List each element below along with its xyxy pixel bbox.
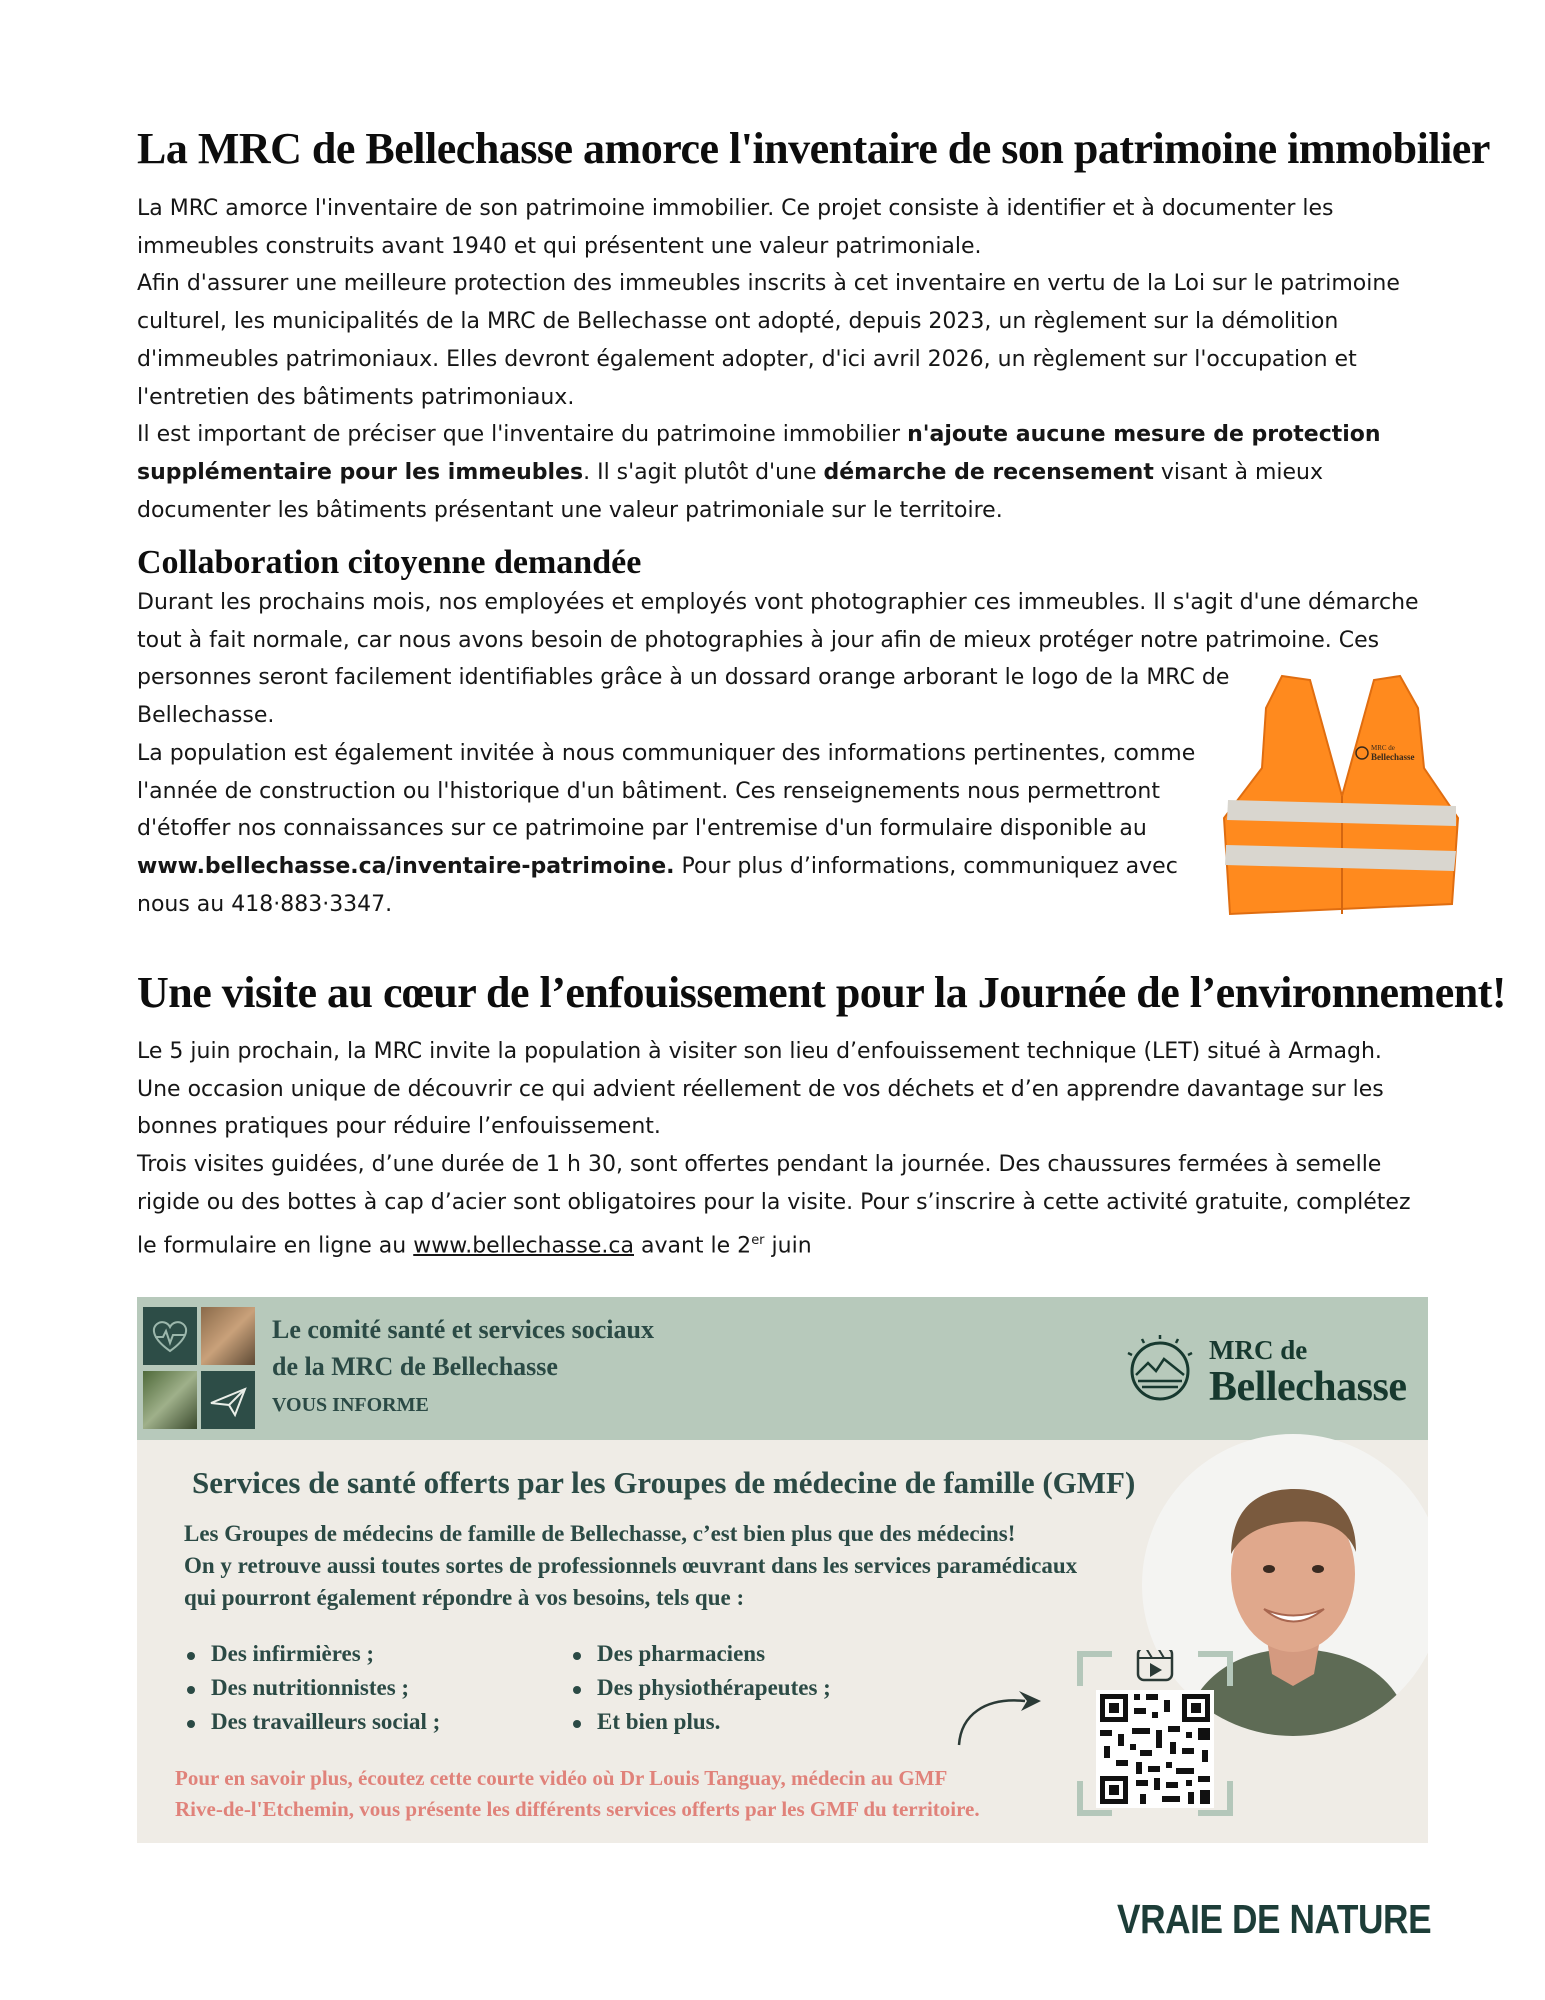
article-title: Une visite au cœur de l’enfouissement pour la Journée de l’environnement! [137, 968, 1507, 1017]
bullet-list-left [187, 1637, 440, 1739]
paragraph: Le 5 juin prochain, la MRC invite la population à visiter son lieu d’enfouissement technique (LET) situé à Armagh. Une occasion unique de découvrir ce qui advient réellement de vos déchets et d’en apprendre davantage sur les bonnes pratiques pour réduire l’enfouissement. [137, 1039, 1384, 1140]
list-item: Des physiothérapeutes ; [573, 1671, 831, 1705]
hikers-photo [143, 1371, 197, 1429]
list-item: Des travailleurs social ; [187, 1705, 440, 1739]
text-line: Rive-de-l'Etchemin, vous présente les différents services offerts par les GMF du territoire. [175, 1797, 980, 1821]
video-reel-icon [1138, 1650, 1172, 1680]
logo-big-text: Bellechasse [1209, 1364, 1407, 1410]
text-line: tout à fait normale, car nous avons besoin de photographies à jour afin de mieux protéger notre patrimoine. Ces [137, 627, 1380, 653]
committee-thumbnails [143, 1307, 257, 1430]
gmf-video-note [175, 1763, 980, 1825]
brand-footer: VRAIE DE NATURE [1117, 1896, 1432, 1942]
health-committee-banner [137, 1297, 1428, 1843]
list-item: Des pharmaciens [573, 1637, 831, 1671]
text-line: Durant les prochains mois, nos employées et employés vont photographier ces immeubles. Il s'agit d'une démarche [137, 590, 1419, 615]
text-line: La population est également invitée à nous communiquer des informations pertinentes, comme [137, 740, 1196, 766]
text-line: On y retrouve aussi toutes sortes de professionnels œuvrant dans les services paramédicaux [184, 1553, 1078, 1578]
curved-arrow-icon [955, 1675, 1051, 1747]
text-line: Les Groupes de médecins de famille de Bellechasse, c’est bien plus que des médecins! [184, 1521, 1016, 1546]
list-item: Des nutritionnistes ; [187, 1671, 440, 1705]
paragraph: Il est important de préciser que l'inventaire du patrimoine immobilier n'ajoute aucune mesure de protection supplémentaire pour les immeubles. Il s'agit plutôt d'une démarche de recensement visant à mieux documenter les bâtiments présentant une valeur patrimoniale sur le territoire. [137, 422, 1381, 523]
committee-title: Le comité santé et services sociaux [272, 1315, 654, 1344]
text-line: personnes seront facilement identifiables grâce à un dossard orange arborant le logo de la MRC de [137, 665, 1230, 691]
orange-vest-image [1222, 668, 1460, 918]
mrc-sun-logo-icon [1124, 1335, 1196, 1407]
vest-logo-big: Bellechasse [1371, 752, 1415, 762]
paper-plane-icon [201, 1371, 255, 1429]
article-body [137, 1033, 1412, 1265]
heart-pulse-icon [143, 1307, 197, 1365]
text-line: l'année de construction ou l'historique d'un bâtiment. Ces renseignements nous permettront [137, 778, 1160, 804]
text-line: d'étoffer nos connaissances sur ce patrimoine par l'entremise d'un formulaire disponible au [137, 816, 1147, 842]
paragraph: La MRC amorce l'inventaire de son patrimoine immobilier. Ce projet consiste à identifier et à documenter les immeubles construits avant 1940 et qui présentent une valeur patrimoniale. [137, 196, 1334, 259]
paragraph: Trois visites guidées, d’une durée de 1 h 30, sont offertes pendant la journée. Des chaussures fermées à semelle rigide ou des bottes à cap d’acier sont obligatoires pour la visite. Pour s’inscrire à cette activité gratuite, complétez le formulaire en ligne au www.bellechasse.ca avant le 2er juin [137, 1152, 1411, 1258]
mrc-logo [1124, 1331, 1410, 1411]
section-subtitle: Collaboration citoyenne demandée [137, 544, 642, 581]
logo-small-text: MRC de [1209, 1335, 1308, 1365]
text-line: nous au 418·883·3347. [137, 891, 393, 917]
text-line: qui pourront également répondre à vos besoins, tels que : [184, 1585, 745, 1610]
qr-code[interactable] [1076, 1650, 1234, 1817]
article-body [137, 190, 1412, 529]
gmf-title: Services de santé offerts par les Groupes de médecine de famille (GMF) [192, 1465, 1136, 1500]
text-line: www.bellechasse.ca/inventaire-patrimoine. Pour plus d’informations, communiquez avec [137, 853, 1178, 879]
bullet-list-right [573, 1637, 831, 1739]
paragraph: Afin d'assurer une meilleure protection des immeubles inscrits à cet inventaire en vertu de la Loi sur le patrimoine culturel, les municipalités de la MRC de Bellechasse ont adopté, depuis 2023, un règlement sur la démolition d'immeubles patrimoniaux. Elles devront également adopter, d'ici avril 2026, un règlement sur l'occupation et l'entretien des bâtiments patrimoniaux. [137, 271, 1400, 410]
bellechasse-link[interactable]: www.bellechasse.ca [413, 1232, 634, 1258]
vest-logo-small: MRC de [1371, 744, 1395, 752]
committee-tagline: VOUS INFORME [272, 1394, 429, 1416]
gmf-intro [184, 1518, 1077, 1614]
inventory-link[interactable]: www.bellechasse.ca/inventaire-patrimoine. [137, 853, 675, 879]
article-title: La MRC de Bellechasse amorce l'inventaire de son patrimoine immobilier [137, 124, 1490, 173]
list-item: Et bien plus. [573, 1705, 831, 1739]
list-item: Des infirmières ; [187, 1637, 440, 1671]
family-photo [201, 1307, 255, 1365]
committee-subtitle: de la MRC de Bellechasse [272, 1352, 558, 1381]
text-line: Pour en savoir plus, écoutez cette courte vidéo où Dr Louis Tanguay, médecin au GMF [175, 1766, 948, 1790]
text-line: Bellechasse. [137, 703, 275, 729]
